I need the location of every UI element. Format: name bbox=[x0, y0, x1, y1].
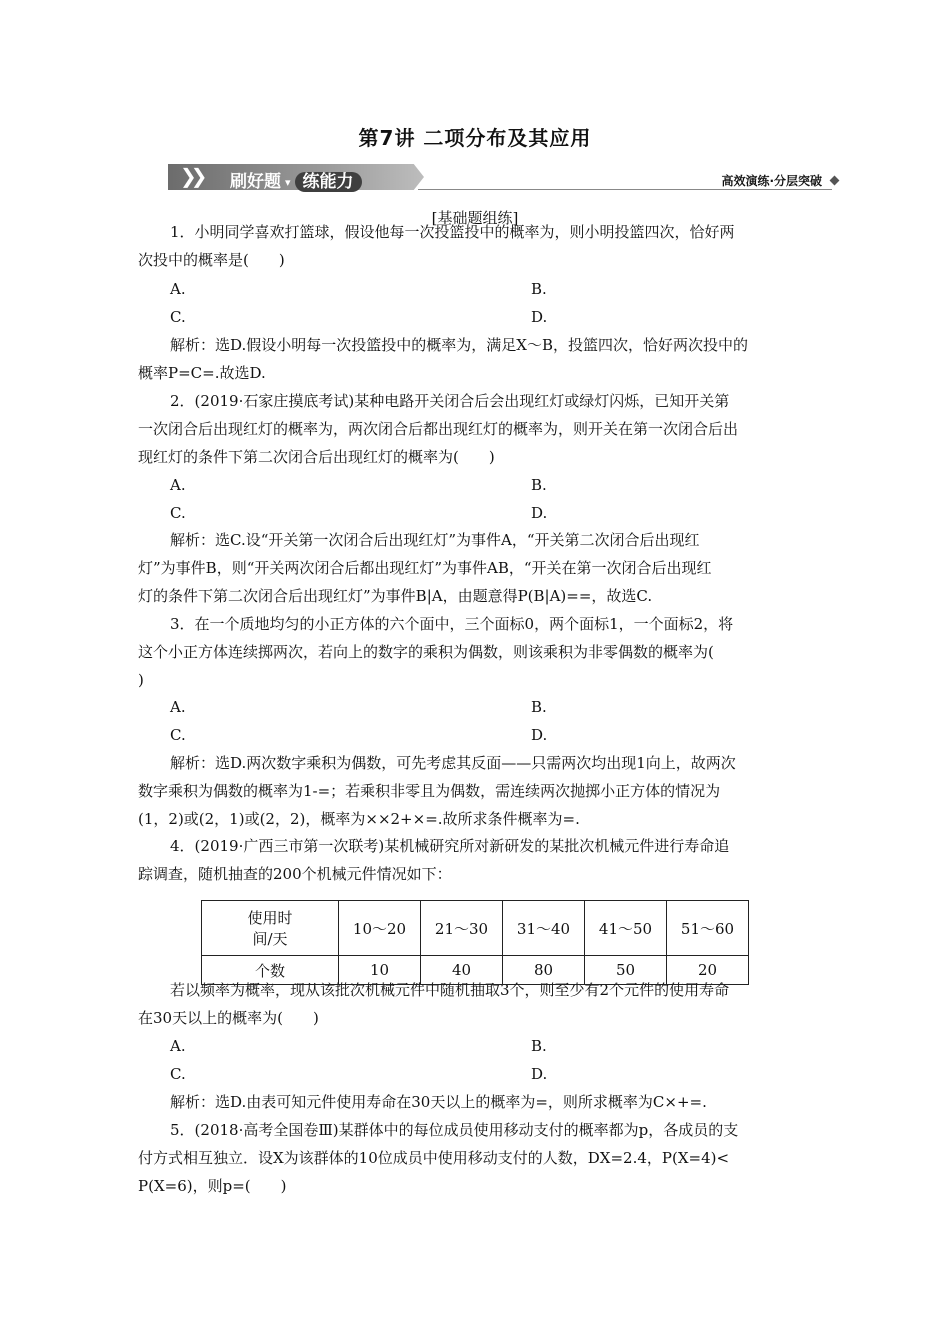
text-line: D. bbox=[531, 1065, 548, 1083]
banner-label-a: 刷好题 bbox=[230, 172, 281, 192]
table-row-label: 个数 bbox=[202, 956, 339, 985]
text-line: 在30天以上的概率为( ) bbox=[138, 1009, 319, 1027]
table-col-header: 21～30 bbox=[421, 901, 503, 956]
text-line: A. bbox=[170, 476, 186, 494]
banner-label-b: 练能力 bbox=[295, 172, 362, 192]
text-line: B. bbox=[531, 280, 547, 298]
text-line: 次投中的概率是( ) bbox=[138, 251, 285, 269]
table-col-header: 41～50 bbox=[585, 901, 667, 956]
table-header-label bbox=[202, 901, 339, 956]
table-col-header: 31～40 bbox=[503, 901, 585, 956]
text-line: 概率P=C=.故选D. bbox=[138, 364, 266, 382]
page-title: 第7讲 二项分布及其应用 bbox=[358, 126, 592, 150]
text-line: 踪调查，随机抽查的200个机械元件情况如下： bbox=[138, 865, 452, 883]
text-line: ) bbox=[138, 671, 144, 689]
text-line: D. bbox=[531, 726, 548, 744]
text-line: A. bbox=[170, 1037, 186, 1055]
table-cell: 80 bbox=[503, 956, 585, 985]
text-line: A. bbox=[170, 698, 186, 716]
text-line: 解析：选D.假设小明每一次投篮投中的概率为，满足X～B，投篮四次，恰好两次投中的 bbox=[170, 336, 748, 354]
text-line: D. bbox=[531, 308, 548, 326]
text-line: 解析：选D.由表可知元件使用寿命在30天以上的概率为=，则所求概率为C×+=. bbox=[170, 1093, 707, 1111]
text-line: C. bbox=[170, 726, 186, 744]
table-cell: 40 bbox=[421, 956, 503, 985]
table-header-line2: 间/天 bbox=[252, 930, 288, 948]
table-col-header: 51～60 bbox=[667, 901, 749, 956]
text-line: C. bbox=[170, 1065, 186, 1083]
section-banner bbox=[168, 160, 840, 194]
table-cell: 50 bbox=[585, 956, 667, 985]
text-line: 解析：选D.两次数字乘积为偶数，可先考虑其反面——只需两次均出现1向上，故两次 bbox=[170, 754, 736, 772]
text-line: 3．在一个质地均匀的小正方体的六个面中，三个面标0，两个面标1，一个面标2，将 bbox=[170, 615, 734, 633]
text-line: 数字乘积为偶数的概率为1-=；若乘积非零且为偶数，需连续两次抛掷小正方体的情况为 bbox=[138, 782, 721, 800]
text-line: 1．小明同学喜欢打篮球，假设他每一次投篮投中的概率为，则小明投篮四次，恰好两 bbox=[170, 223, 735, 241]
text-line: P(X=6)，则p=( ) bbox=[138, 1177, 287, 1195]
data-table bbox=[201, 900, 749, 985]
diamond-icon bbox=[830, 176, 840, 186]
banner-right-text: 高效演练·分层突破 bbox=[721, 174, 822, 188]
chevron-right-icon: ❯❯ bbox=[180, 164, 202, 188]
text-line: 5．(2018·高考全国卷Ⅲ)某群体中的每位成员使用移动支付的概率都为p，各成员的支 bbox=[170, 1121, 739, 1139]
text-line: 这个小正方体连续掷两次，若向上的数字的乘积为偶数，则该乘积为非零偶数的概率为( bbox=[138, 643, 714, 661]
text-line: B. bbox=[531, 476, 547, 494]
table-header-line1: 使用时 bbox=[247, 909, 293, 927]
text-line: D. bbox=[531, 504, 548, 522]
text-line: 2．(2019·石家庄摸底考试)某种电路开关闭合后会出现红灯或绿灯闪烁，已知开关第 bbox=[170, 392, 730, 410]
table-header-row bbox=[202, 901, 749, 956]
text-line: A. bbox=[170, 280, 186, 298]
banner-label bbox=[230, 167, 362, 192]
text-line: 现红灯的条件下第二次闭合后出现红灯的概率为( ) bbox=[138, 448, 495, 466]
text-line: 4．(2019·广西三市第一次联考)某机械研究所对新研发的某批次机械元件进行寿命追 bbox=[170, 837, 730, 855]
text-line: 付方式相互独立．设X为该群体的10位成员中使用移动支付的人数，DX=2.4，P(X=4)< bbox=[138, 1149, 730, 1167]
text-line: 一次闭合后出现红灯的概率为，两次闭合后都出现红灯的概率为，则开关在第一次闭合后出 bbox=[138, 420, 739, 438]
table-row bbox=[202, 956, 749, 985]
text-line: B. bbox=[531, 1037, 547, 1055]
text-line: 灯的条件下第二次闭合后出现红灯”为事件B|A，由题意得P(B|A)==，故选C. bbox=[138, 587, 653, 605]
text-line: C. bbox=[170, 504, 186, 522]
text-line: 灯”为事件B，则“开关两次闭合后都出现红灯”为事件AB，“开关在第一次闭合后出现红 bbox=[138, 559, 712, 577]
text-line: 解析：选C.设“开关第一次闭合后出现红灯”为事件A，“开关第二次闭合后出现红 bbox=[170, 531, 700, 549]
section-heading: [基础题组练] bbox=[431, 209, 519, 227]
banner-divider bbox=[418, 189, 832, 190]
table-col-header: 10～20 bbox=[339, 901, 421, 956]
table-cell: 10 bbox=[339, 956, 421, 985]
text-line: C. bbox=[170, 308, 186, 326]
text-line: 若以频率为概率，现从该批次机械元件中随机抽取3个，则至少有2个元件的使用寿命 bbox=[170, 981, 730, 999]
text-line: B. bbox=[531, 698, 547, 716]
table-cell: 20 bbox=[667, 956, 749, 985]
text-line: (1，2)或(2，1)或(2，2)，概率为××2+×=.故所求条件概率为=. bbox=[138, 810, 580, 828]
dot-icon: ▾ bbox=[285, 175, 291, 189]
